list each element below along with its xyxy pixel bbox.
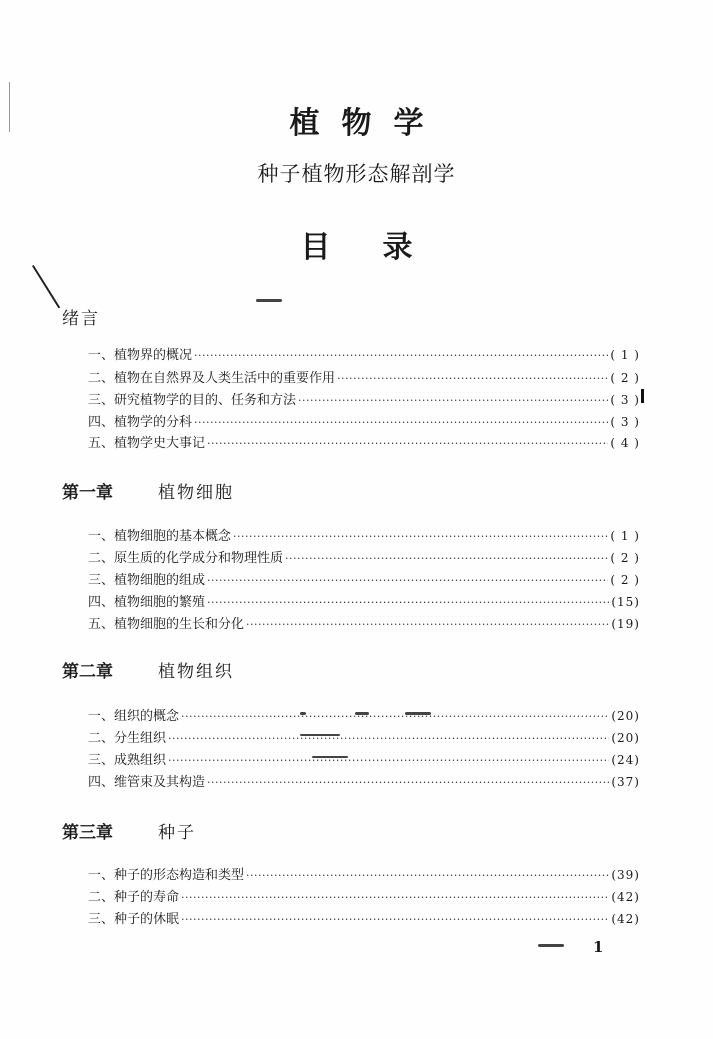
section-number: 第二章 (62, 662, 113, 682)
entry-page: (42) (611, 890, 640, 904)
toc-entry[interactable] (88, 569, 640, 589)
entry-page: (20) (611, 709, 640, 723)
toc-entry[interactable] (88, 547, 640, 567)
ink-smudge (405, 712, 431, 715)
toc-entry[interactable] (88, 705, 640, 725)
section-heading (62, 304, 158, 329)
dot-leader (207, 775, 609, 790)
toc-entry[interactable] (88, 591, 640, 611)
toc-entry[interactable] (88, 525, 640, 545)
dot-leader (194, 415, 608, 430)
entry-title: 一、种子的形态构造和类型 (88, 868, 245, 883)
entry-title: 二、植物在自然界及人类生活中的重要作用 (88, 371, 336, 386)
dot-leader (246, 868, 609, 883)
section-name: 种子 (158, 823, 196, 843)
dot-leader (207, 595, 609, 610)
dot-leader (298, 393, 608, 408)
entry-title: 四、植物细胞的繁殖 (88, 595, 206, 610)
dot-leader (233, 529, 608, 544)
entry-page: ( 2 ) (610, 573, 640, 587)
entry-title: 三、研究植物学的目的、任务和方法 (88, 393, 297, 408)
section-name: 植物组织 (158, 662, 234, 682)
section-name: 植物细胞 (158, 483, 234, 503)
entry-page: ( 1 ) (610, 348, 640, 362)
page-number: 1 (593, 938, 604, 956)
section-number: 绪言 (62, 309, 100, 329)
entry-page: (20) (611, 731, 640, 745)
dot-leader (207, 573, 608, 588)
entry-page: ( 2 ) (610, 551, 640, 565)
entry-page: ( 2 ) (610, 371, 640, 385)
ink-smudge (300, 734, 340, 736)
entry-title: 四、维管束及其构造 (88, 775, 206, 790)
toc-entry[interactable] (88, 886, 640, 906)
entry-page: ( 4 ) (610, 436, 640, 450)
toc-entry[interactable] (88, 613, 640, 633)
toc-entry[interactable] (88, 749, 640, 769)
entry-title: 一、植物细胞的基本概念 (88, 529, 232, 544)
ink-smudge (538, 944, 564, 947)
entry-title: 三、成熟组织 (88, 753, 167, 768)
ink-smudge (355, 712, 369, 715)
toc-entry[interactable] (88, 727, 640, 747)
entry-title: 四、植物学的分科 (88, 415, 193, 430)
dot-leader (337, 371, 608, 386)
entry-title: 五、植物细胞的生长和分化 (88, 617, 245, 632)
entry-title: 一、组织的概念 (88, 709, 180, 724)
entry-title: 五、植物学史大事记 (88, 436, 206, 451)
entry-page: (42) (611, 912, 640, 926)
section-number: 第三章 (62, 823, 113, 843)
dot-leader (168, 731, 609, 746)
toc-entry[interactable] (88, 432, 640, 452)
book-subtitle: 种子植物形态解剖学 (257, 162, 456, 186)
entry-title: 二、原生质的化学成分和物理性质 (88, 551, 284, 566)
toc-entry[interactable] (88, 344, 640, 364)
toc-heading: 目录 (300, 230, 465, 265)
section-heading (62, 478, 234, 503)
dot-leader (194, 348, 608, 363)
book-title: 植物学 (289, 106, 446, 141)
section-heading (62, 657, 234, 682)
dot-leader (181, 912, 609, 927)
entry-page: ( 1 ) (610, 529, 640, 543)
dot-leader (181, 709, 609, 724)
toc-entry[interactable] (88, 771, 640, 791)
dot-leader (181, 890, 609, 905)
section-heading (62, 818, 196, 843)
entry-title: 三、种子的休眠 (88, 912, 180, 927)
dot-leader (285, 551, 608, 566)
ink-smudge (312, 756, 348, 758)
section-number: 第一章 (62, 483, 113, 503)
entry-page: (39) (611, 868, 640, 882)
entry-page: (19) (611, 617, 640, 631)
entry-title: 二、分生组织 (88, 731, 167, 746)
entry-title: 二、种子的寿命 (88, 890, 180, 905)
entry-page: ( 3 ) (610, 415, 640, 429)
toc-entry[interactable] (88, 411, 640, 431)
toc-entry[interactable] (88, 389, 640, 409)
ink-mark (641, 389, 644, 403)
ink-smudge (300, 712, 306, 715)
pen-stroke (32, 265, 60, 308)
entry-title: 一、植物界的概况 (88, 348, 193, 363)
entry-title: 三、植物细胞的组成 (88, 573, 206, 588)
toc-entry[interactable] (88, 908, 640, 928)
entry-page: (37) (611, 775, 640, 789)
dot-leader (207, 436, 608, 451)
toc-entry[interactable] (88, 864, 640, 884)
entry-page: (15) (611, 595, 640, 609)
toc-entry[interactable] (88, 367, 640, 387)
entry-page: ( 3 ) (610, 393, 640, 407)
dot-leader (246, 617, 609, 632)
entry-page: (24) (611, 753, 640, 767)
dot-leader (168, 753, 609, 768)
ink-smudge (256, 299, 282, 302)
